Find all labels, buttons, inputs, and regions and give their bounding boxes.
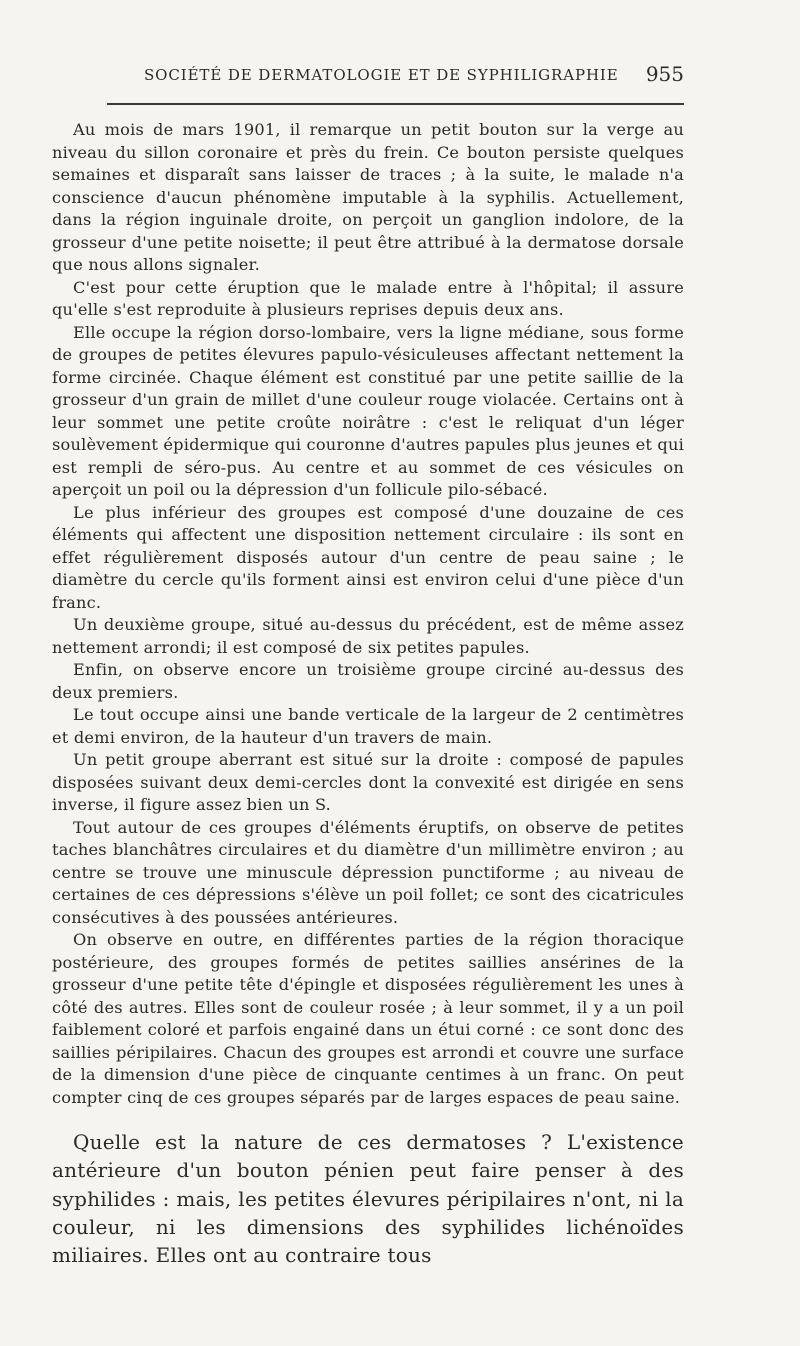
paragraph: C'est pour cette éruption que le malade entre à l'hôpital; il assure qu'elle s'est reproduite à plusieurs reprises depuis deux ans. xyxy=(52,277,684,319)
paragraph: Quelle est la nature de ces dermatoses ? L'existence antérieure d'un bouton pénien peut faire penser à des syphilides : mais, les petites élevures péripilaires n'ont, ni la couleur, ni les dimensions des syphilides lichénoïdes miliaires. Elles ont au contraire tous xyxy=(52,1130,684,1268)
paragraph: On observe en outre, en différentes parties de la région thoracique postérieure, des groupes formés de petites saillies ansérines de la grosseur d'une petite tête d'épingle et disposées régulièrement les unes à côté des autres. Elles sont de couleur rosée ; à leur sommet, il y a un poil faiblement coloré et parfois engainé dans un étui corné : ce sont donc des saillies péripilaires. Chacun des groupes est arrondi et couvre une surface de la dimension d'une pièce de cinquante centimes à un franc. On peut compter cinq de ces groupes séparés par de larges espaces de peau saine. xyxy=(52,930,684,1107)
paragraph: Au mois de mars 1901, il remarque un petit bouton sur la verge au niveau du sillon coronaire et près du frein. Ce bouton persiste quelques semaines et disparaît sans laisser de traces ; à la suite, le malade n'a conscience d'aucun phénomène imputable à la syphilis. Actuellement, dans la région inguinale droite, on perçoit un ganglion indolore, de la grosseur d'une petite noisette; il peut être attribué à la dermatose dorsale que nous allons signaler. xyxy=(52,120,684,274)
paragraph: Elle occupe la région dorso-lombaire, vers la ligne médiane, sous forme de groupes de petites élevures papulo-vésiculeuses affectant nettement la forme circinée. Chaque élément est constitué par une petite saillie de la grosseur d'un grain de millet d'une couleur rouge violacée. Certains ont à leur sommet une petite croûte noirâtre : c'est le reliquat d'un léger soulèvement épidermique qui couronne d'autres papules plus jeunes et qui est rempli de séro-pus. Au centre et au sommet de ces vésicules on aperçoit un poil ou la dépression d'un follicule pilo-sébacé. xyxy=(52,322,684,499)
paragraph: Tout autour de ces groupes d'éléments éruptifs, on observe de petites taches blanchâtres circulaires et du diamètre d'un millimètre environ ; au centre se trouve une minuscule dépression punctiforme ; au niveau de certaines de ces dépressions s'élève un poil follet; ce sont des cicatricules consécutives à des poussées antérieures. xyxy=(52,817,684,927)
paragraph: Un petit groupe aberrant est situé sur la droite : composé de papules disposées suivant deux demi-cercles dont la convexité est dirigée en sens inverse, il figure assez bien un S. xyxy=(52,750,684,814)
running-title: SOCIÉTÉ DE DERMATOLOGIE ET DE SYPHILIGRAPHIE xyxy=(144,66,619,84)
body-text-small xyxy=(52,119,684,1109)
body-text-large xyxy=(52,1128,684,1269)
header-rule xyxy=(107,103,684,105)
page-number: 955 xyxy=(645,62,684,86)
paragraph: Un deuxième groupe, situé au-dessus du précédent, est de même assez nettement arrondi; il est composé de six petites papules. xyxy=(52,615,684,657)
paragraph: Le plus inférieur des groupes est composé d'une douzaine de ces éléments qui affectent une disposition nettement circulaire : ils sont en effet régulièrement disposés autour d'un centre de peau saine ; le diamètre du cercle qu'ils forment ainsi est environ celui d'une pièce d'un franc. xyxy=(52,502,684,612)
running-header xyxy=(52,62,684,86)
paragraph: Enfin, on observe encore un troisième groupe circiné au-dessus des deux premiers. xyxy=(52,660,684,702)
paragraph: Le tout occupe ainsi une bande verticale de la largeur de 2 centimètres et demi environ, de la hauteur d'un travers de main. xyxy=(52,705,684,747)
